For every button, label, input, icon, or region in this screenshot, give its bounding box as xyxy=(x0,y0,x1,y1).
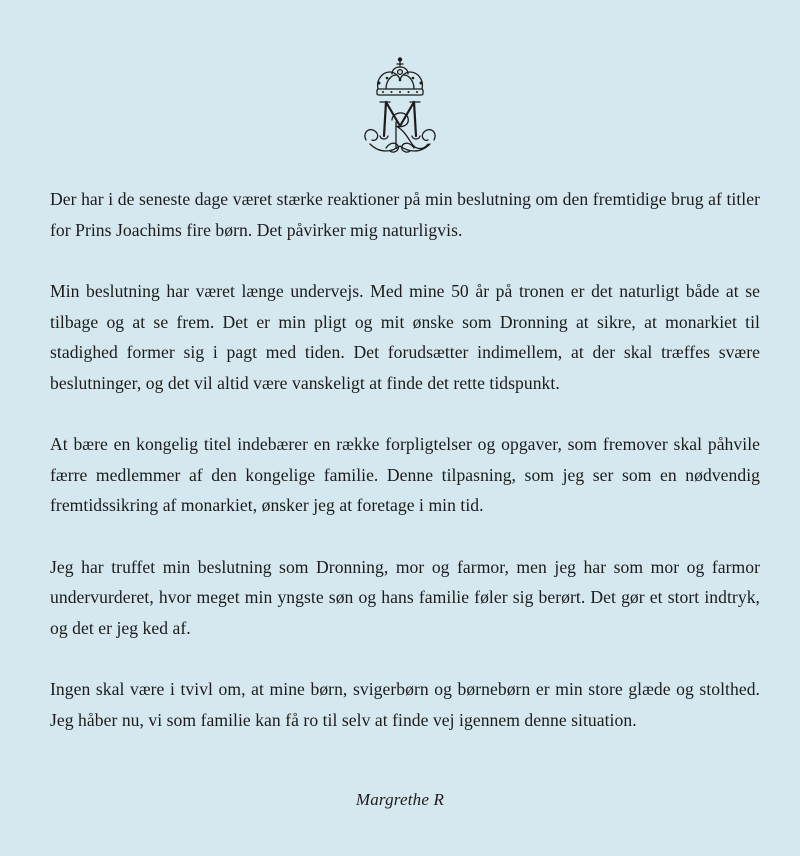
crown-monogram-icon xyxy=(356,56,444,156)
letter-body xyxy=(50,184,760,766)
paragraph-2: Min beslutning har været længe undervejs. Med mine 50 år på tronen er det naturligt både at se tilbage og at se frem. Det er min pligt og mit ønske som Dronning at sikre, at monarkiet til stadighed former sig i pagt med tiden. Det forudsætter indimellem, at der skal træffes svære beslutninger, og det vil altid være vanskeligt at finde det rette tidspunkt. xyxy=(50,281,760,393)
paragraph-5: Ingen skal være i tvivl om, at mine børn, svigerbørn og børnebørn er min store glæde og stolthed. Jeg håber nu, vi som familie kan få ro til selv at finde vej igennem denne situation. xyxy=(50,679,760,730)
royal-monogram-emblem xyxy=(356,56,444,156)
paragraph-1: Der har i de seneste dage været stærke reaktioner på min beslutning om den fremtidige brug af titler for Prins Joachims fire børn. Det påvirker mig naturligvis. xyxy=(50,189,760,240)
paragraph-3: At bære en kongelig titel indebærer en række forpligtelser og opgaver, som fremover skal påhvile færre medlemmer af den kongelige familie. Denne tilpasning, som jeg ser som en nødvendig fremtidssikring af monarkiet, ønsker jeg at foretage i min tid. xyxy=(50,434,760,515)
signature: Margrethe R xyxy=(355,790,445,809)
paragraph-4: Jeg har truffet min beslutning som Dronning, mor og farmor, men jeg har som mor og farmor undervurderet, hvor meget min yngste søn og hans familie føler sig berørt. Det gør et stort indtryk, og det er jeg ked af. xyxy=(50,556,760,638)
